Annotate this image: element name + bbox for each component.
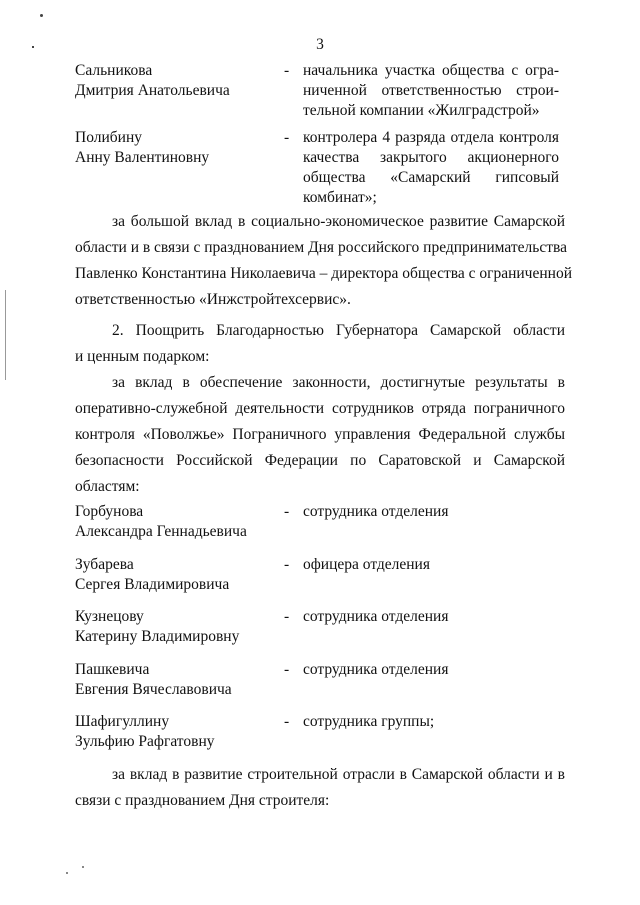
- entry-dash: -: [284, 608, 290, 625]
- paragraph-line: оперативно-служебной деятельности сотрудников отряда пограничного: [75, 400, 565, 417]
- entry-dash: -: [284, 556, 290, 573]
- paragraph-line: за вклад в развитие строительной отрасли в Самарской области и в: [112, 766, 565, 783]
- paragraph-line: 2. Поощрить Благодарностью Губернатора Самарской области: [112, 322, 565, 339]
- scan-mark: [40, 14, 43, 17]
- section-heading-paragraph: [75, 318, 565, 370]
- award-entry: [75, 607, 565, 651]
- person-position: контролера 4 разряда отдела контроля качества закрытого акционерного общества «Самарский гипсовый комбинат»;: [303, 129, 559, 206]
- entry-dash: -: [284, 661, 290, 678]
- award-paragraph: [75, 762, 565, 814]
- entry-dash: -: [284, 62, 290, 79]
- paragraph-line: контроля «Поволжье» Пограничного управления Федеральной службы: [75, 426, 565, 443]
- person-position: офицера отделения: [303, 556, 430, 573]
- person-name: Пашкевича Евгения Вячеславовича: [75, 661, 232, 698]
- scan-mark: [66, 872, 68, 874]
- page-number: 3: [316, 36, 324, 53]
- paragraph-line: за вклад в обеспечение законности, достигнутые результаты в: [112, 374, 565, 391]
- scan-mark: [82, 866, 84, 868]
- award-entry: [75, 61, 565, 131]
- award-entry: [75, 660, 565, 704]
- person-name: Горбунова Александра Геннадьевича: [75, 503, 247, 540]
- entry-dash: -: [284, 503, 290, 520]
- person-position: сотрудника отделения: [303, 503, 449, 520]
- paragraph-line: и ценным подарком:: [75, 348, 210, 365]
- person-name: Шафигуллину Зульфию Рафгатовну: [75, 713, 215, 750]
- paragraph-line: областям:: [75, 478, 140, 495]
- person-name: Кузнецову Катерину Владимировну: [75, 608, 240, 645]
- person-position: сотрудника группы;: [303, 713, 435, 730]
- award-paragraph: [75, 370, 565, 500]
- person-position: сотрудника отделения: [303, 608, 449, 625]
- paragraph-line: за большой вклад в социально-экономическое развитие Самарской: [112, 213, 565, 230]
- award-entry: [75, 555, 565, 599]
- award-paragraph: [75, 209, 572, 313]
- award-entry: [75, 712, 565, 756]
- award-entry: [75, 128, 565, 218]
- person-name: Зубарева Сергея Владимировича: [75, 556, 230, 593]
- paragraph-line: Павленко Константина Николаевича – директора общества с ограниченной: [75, 265, 572, 282]
- person-position: сотрудника отделения: [303, 661, 449, 678]
- entry-dash: -: [284, 129, 290, 146]
- award-entry: [75, 502, 565, 546]
- person-name: Полибину Анну Валентиновну: [75, 129, 210, 166]
- paragraph-line: ответственностью «Инжстройтехсервис».: [75, 291, 351, 308]
- paragraph-line: области и в связи с празднованием Дня российского предпринимательства: [75, 239, 567, 256]
- scan-edge-line: [5, 290, 6, 380]
- person-name: Сальникова Дмитрия Анатольевича: [75, 62, 230, 99]
- paragraph-line: безопасности Российской Федерации по Саратовской и Самарской: [75, 452, 565, 469]
- entry-dash: -: [284, 713, 290, 730]
- paragraph-line: связи с празднованием Дня строителя:: [75, 792, 330, 809]
- person-position: начальника участка общества с огра- ниченной ответственностью строи- тельной компании «Жилградстрой»: [303, 62, 559, 119]
